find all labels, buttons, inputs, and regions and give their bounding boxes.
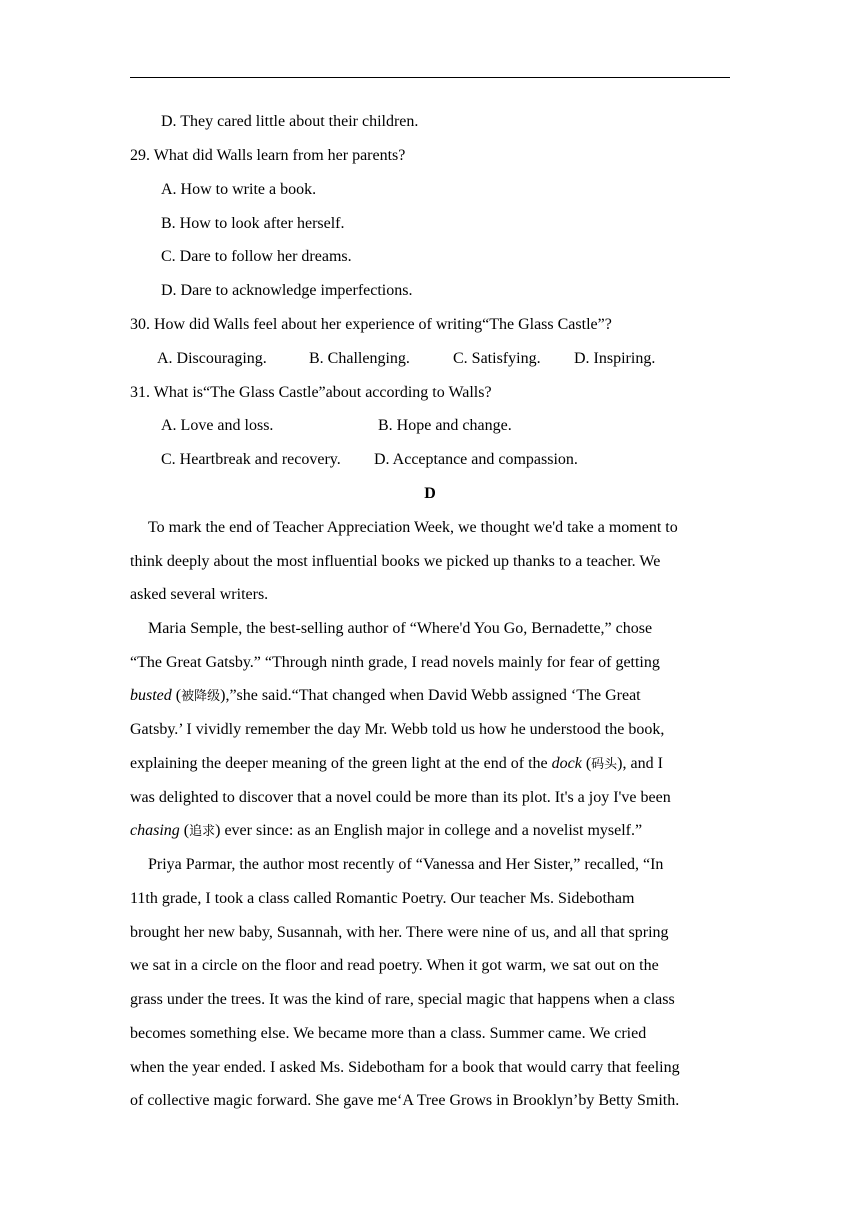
q30-option-c: C. Satisfying. (453, 350, 541, 367)
q29-option-b: B. How to look after herself. (161, 215, 345, 232)
q30-option-a: A. Discouraging. (157, 350, 267, 367)
passage-line: asked several writers. (130, 586, 269, 603)
vocab-word-dock: dock (551, 755, 582, 772)
passage-line: To mark the end of Teacher Appreciation Week, we thought we'd take a moment to (148, 519, 678, 536)
vocab-word-chasing: chasing (130, 822, 180, 839)
q30-option-b: B. Challenging. (309, 350, 410, 367)
passage-line: busted (被降级),”she said.“That changed when David Webb assigned ‘The Great (130, 687, 641, 704)
passage-line: Maria Semple, the best-selling author of “Where'd You Go, Bernadette,” chose (148, 620, 653, 637)
passage-line: think deeply about the most influential books we picked up thanks to a teacher. We (130, 553, 661, 570)
passage-line: chasing (追求) ever since: as an English major in college and a novelist myself.” (130, 822, 643, 839)
vocab-gloss-busted: 被降级 (181, 689, 221, 704)
passage-line: we sat in a circle on the floor and read poetry. When it got warm, we sat out on the (130, 957, 659, 974)
q29-option-a: A. How to write a book. (161, 181, 317, 198)
passage-line: brought her new baby, Susannah, with her. There were nine of us, and all that spring (130, 924, 669, 941)
vocab-gloss-chasing: 追求 (189, 824, 216, 839)
passage-line: explaining the deeper meaning of the green light at the end of the dock (码头), and I (130, 755, 663, 772)
q31-option-c: C. Heartbreak and recovery. (161, 451, 341, 468)
vocab-gloss-dock: 码头 (591, 757, 618, 772)
q30-stem: 30. How did Walls feel about her experience of writing“The Glass Castle”? (130, 316, 612, 333)
passage-line: “The Great Gatsby.” “Through ninth grade, I read novels mainly for fear of getting (130, 654, 660, 671)
passage-line: Gatsby.’ I vividly remember the day Mr. Webb told us how he understood the book, (130, 721, 665, 738)
section-heading: D (424, 485, 436, 502)
vocab-word-busted: busted (130, 687, 172, 704)
header-rule (130, 77, 730, 78)
passage-line: was delighted to discover that a novel could be more than its plot. It's a joy I've been (130, 789, 671, 806)
q31-option-d: D. Acceptance and compassion. (374, 451, 578, 468)
passage-line: grass under the trees. It was the kind of rare, special magic that happens when a class (130, 991, 675, 1008)
q28-option-d: D. They cared little about their children. (161, 113, 419, 130)
q29-stem: 29. What did Walls learn from her parents? (130, 147, 406, 164)
q29-option-c: C. Dare to follow her dreams. (161, 248, 352, 265)
passage-line: becomes something else. We became more than a class. Summer came. We cried (130, 1025, 647, 1042)
q31-stem: 31. What is“The Glass Castle”about according to Walls? (130, 384, 492, 401)
q31-option-a: A. Love and loss. (161, 417, 274, 434)
passage-line: when the year ended. I asked Ms. Sidebotham for a book that would carry that feeling (130, 1059, 680, 1076)
q31-option-b: B. Hope and change. (378, 417, 512, 434)
q30-option-d: D. Inspiring. (574, 350, 656, 367)
passage-line: of collective magic forward. She gave me‘A Tree Grows in Brooklyn’by Betty Smith. (130, 1092, 680, 1109)
passage-line: 11th grade, I took a class called Romantic Poetry. Our teacher Ms. Sidebotham (130, 890, 635, 907)
passage-line: Priya Parmar, the author most recently of “Vanessa and Her Sister,” recalled, “In (148, 856, 664, 873)
q29-option-d: D. Dare to acknowledge imperfections. (161, 282, 413, 299)
